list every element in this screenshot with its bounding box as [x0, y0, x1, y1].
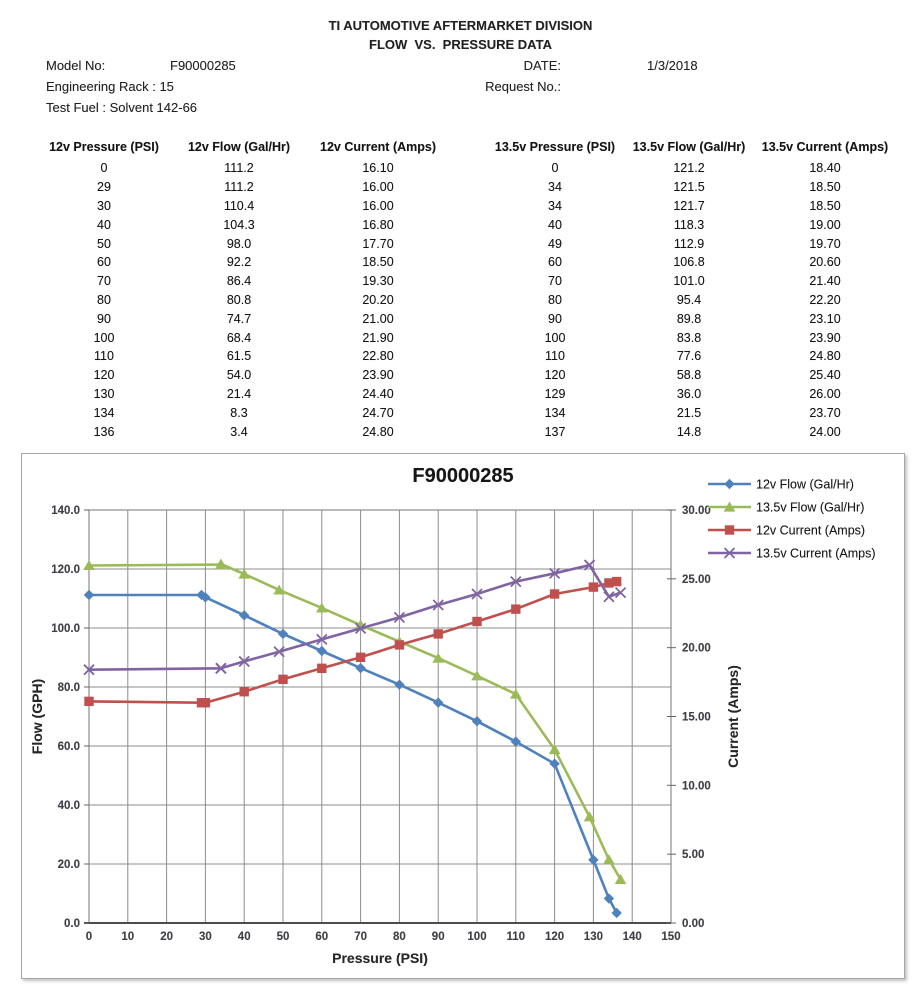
table-header-cell: 12v Current (Amps) — [320, 140, 436, 154]
y-left-tick-label: 100.0 — [51, 623, 80, 635]
marker-square — [434, 629, 443, 638]
y-left-axis-title: Flow (GPH) — [29, 678, 45, 755]
table-cell: 8.3 — [230, 405, 248, 420]
marker-diamond — [604, 893, 614, 903]
report-title: FLOW VS. PRESSURE DATA — [369, 37, 552, 52]
table-cell: 77.6 — [676, 349, 702, 364]
table-cell: 130 — [93, 386, 115, 401]
table-cell: 58.8 — [676, 368, 702, 383]
table-cell: 30 — [97, 198, 111, 213]
table-cell: 19.00 — [809, 217, 841, 232]
table-cell: 86.4 — [226, 274, 252, 289]
table-cell: 29 — [97, 180, 111, 195]
table-header-cell: 13.5v Current (Amps) — [761, 140, 889, 154]
marker-triangle — [615, 874, 627, 884]
table-cell: 54.0 — [226, 368, 252, 383]
table-cell: 83.8 — [676, 330, 702, 345]
table-row — [38, 178, 896, 197]
y-right-axis-title: Current (Amps) — [725, 665, 741, 768]
table-cell: 18.50 — [809, 180, 841, 195]
engineering-rack-label: Engineering Rack : 15 — [46, 79, 174, 94]
table-cell: 21.4 — [226, 386, 252, 401]
table-row — [38, 197, 896, 216]
table-cell: 21.40 — [809, 274, 841, 289]
series-line-13-5v-flow-gal-hr — [89, 564, 621, 879]
y-left-tick-label: 20.0 — [57, 859, 80, 871]
table-cell: 23.70 — [809, 405, 841, 420]
table-cell: 18.50 — [362, 255, 394, 270]
table-cell: 68.4 — [226, 330, 252, 345]
table-cell: 26.00 — [809, 386, 841, 401]
table-cell: 100 — [93, 330, 115, 345]
table-row — [38, 291, 896, 310]
x-tick-label: 80 — [393, 931, 406, 943]
x-tick-label: 40 — [237, 931, 251, 943]
table-cell: 110.4 — [223, 198, 255, 213]
table-cell: 23.90 — [362, 368, 394, 383]
table-cell: 24.80 — [809, 349, 841, 364]
y-right-tick-label: 5.00 — [682, 849, 705, 862]
table-header-row — [38, 135, 896, 159]
x-axis-title: Pressure (PSI) — [332, 950, 428, 966]
date-label: DATE: — [523, 58, 561, 73]
table-cell: 104.3 — [223, 217, 255, 232]
y-right-tick-label: 25.00 — [682, 573, 711, 586]
marker-diamond — [84, 590, 94, 600]
table-row — [38, 328, 896, 347]
marker-square — [589, 582, 598, 591]
table-cell: 118.3 — [673, 217, 705, 232]
table-cell: 60 — [548, 255, 562, 270]
table-cell: 16.10 — [362, 161, 394, 176]
marker-square — [201, 698, 210, 707]
table-cell: 16.80 — [362, 217, 394, 232]
y-left-tick-label: 40.0 — [57, 800, 80, 812]
x-tick-label: 130 — [583, 931, 603, 943]
marker-square — [84, 697, 93, 706]
x-tick-label: 150 — [661, 931, 681, 943]
table-cell: 0 — [100, 161, 108, 176]
table-cell: 90 — [97, 311, 111, 326]
x-tick-label: 110 — [506, 931, 526, 943]
table-cell: 95.4 — [676, 292, 702, 307]
marker-diamond — [511, 736, 521, 746]
table-cell: 34 — [548, 198, 562, 213]
table-cell: 121.2 — [673, 161, 705, 176]
table-cell: 21.5 — [676, 405, 702, 420]
table-cell: 24.40 — [362, 386, 394, 401]
table-row — [38, 234, 896, 253]
table-cell: 120 — [544, 368, 566, 383]
table-cell: 80.8 — [226, 292, 252, 307]
legend-label-13-5v-flow-gal-hr: 13.5v Flow (Gal/Hr) — [756, 500, 865, 515]
table-header-cell: 13.5v Flow (Gal/Hr) — [632, 140, 746, 154]
table-cell: 70 — [548, 274, 562, 289]
table-cell: 60 — [97, 255, 111, 270]
marker-diamond — [549, 759, 559, 769]
marker-square — [612, 577, 621, 586]
table-cell: 40 — [97, 217, 111, 232]
marker-diamond — [611, 908, 621, 918]
table-cell: 80 — [548, 292, 562, 307]
marker-square — [240, 687, 249, 696]
table-cell: 40 — [548, 217, 562, 232]
table-cell: 50 — [97, 236, 111, 251]
flow-pressure-chart — [22, 454, 904, 978]
x-tick-label: 140 — [622, 931, 642, 943]
legend-label-12v-current-amps: 12v Current (Amps) — [756, 523, 866, 538]
table-cell: 92.2 — [226, 255, 252, 270]
marker-square — [278, 675, 287, 684]
table-cell: 3.4 — [230, 424, 248, 439]
table-cell: 110 — [94, 349, 114, 364]
marker-square — [550, 589, 559, 598]
marker-diamond — [433, 697, 443, 707]
table-cell: 112.9 — [673, 236, 705, 251]
table-cell: 134 — [544, 405, 566, 420]
table-row — [38, 366, 896, 385]
table-cell: 16.00 — [362, 180, 394, 195]
marker-square — [395, 640, 404, 649]
y-right-tick-label: 10.00 — [682, 780, 711, 793]
table-cell: 80 — [97, 292, 111, 307]
x-tick-label: 70 — [354, 931, 367, 943]
legend-label-13-5v-current-amps: 13.5v Current (Amps) — [756, 546, 876, 561]
company-title: TI AUTOMOTIVE AFTERMARKET DIVISION — [328, 18, 593, 33]
table-header-cell: 12v Pressure (PSI) — [49, 140, 159, 154]
table-cell: 106.8 — [673, 255, 705, 270]
x-tick-label: 100 — [467, 931, 487, 943]
x-tick-label: 0 — [85, 931, 93, 943]
date-value: 1/3/2018 — [647, 58, 698, 73]
model-no-value: F90000285 — [170, 58, 236, 73]
table-cell: 70 — [97, 274, 111, 289]
table-cell: 0 — [551, 161, 559, 176]
table-cell: 61.5 — [226, 349, 252, 364]
x-tick-label: 10 — [121, 931, 135, 943]
table-cell: 110 — [545, 349, 565, 364]
table-cell: 21.00 — [362, 311, 394, 326]
marker-square — [472, 617, 481, 626]
series-line-13-5v-current-amps — [89, 565, 621, 670]
table-header-cell: 13.5v Pressure (PSI) — [494, 140, 616, 154]
y-right-tick-label: 15.00 — [682, 711, 711, 724]
table-cell: 111.2 — [224, 161, 254, 176]
chart-panel — [21, 453, 905, 979]
marker-square — [725, 525, 734, 534]
plot-border — [89, 510, 671, 923]
marker-diamond — [355, 663, 365, 673]
table-cell: 18.50 — [809, 198, 841, 213]
table-cell: 20.60 — [809, 255, 841, 270]
table-cell: 98.0 — [226, 236, 252, 251]
y-left-tick-label: 140.0 — [51, 505, 80, 517]
table-cell: 34 — [548, 180, 562, 195]
model-no-label: Model No: — [46, 58, 106, 73]
table-cell: 74.7 — [226, 311, 252, 326]
table-row — [38, 159, 896, 178]
table-cell: 19.30 — [362, 274, 394, 289]
chart-title: F90000285 — [412, 465, 514, 487]
test-fuel-label: Test Fuel : Solvent 142-66 — [46, 100, 198, 115]
table-row — [38, 253, 896, 272]
x-tick-label: 20 — [160, 931, 173, 943]
x-tick-label: 30 — [199, 931, 212, 943]
table-header-cell: 12v Flow (Gal/Hr) — [187, 140, 291, 154]
legend-label-12v-flow-gal-hr: 12v Flow (Gal/Hr) — [756, 477, 854, 492]
table-row — [38, 272, 896, 291]
table-cell: 24.70 — [362, 405, 394, 420]
y-right-tick-label: 0.00 — [682, 918, 705, 930]
table-cell: 49 — [548, 236, 562, 251]
table-cell: 24.00 — [809, 424, 841, 439]
table-row — [38, 309, 896, 328]
table-cell: 25.40 — [809, 368, 841, 383]
table-cell: 89.8 — [676, 311, 702, 326]
request-no-label: Request No.: — [485, 79, 561, 94]
marker-triangle — [603, 854, 615, 864]
table-cell: 90 — [548, 311, 562, 326]
table-row — [38, 403, 896, 422]
table-row — [38, 347, 896, 366]
table-cell: 137 — [544, 424, 566, 439]
table-cell: 14.8 — [676, 424, 702, 439]
table-cell: 111.2 — [224, 180, 254, 195]
marker-diamond — [472, 716, 482, 726]
table-row — [38, 422, 896, 441]
table-row — [38, 385, 896, 404]
series-line-12v-current-amps — [89, 582, 617, 703]
marker-square — [511, 604, 520, 613]
table-cell: 23.90 — [809, 330, 841, 345]
table-cell: 19.70 — [809, 236, 841, 251]
table-cell: 120 — [93, 368, 115, 383]
table-cell: 134 — [93, 405, 115, 420]
x-tick-label: 120 — [545, 931, 565, 943]
x-tick-label: 90 — [431, 931, 445, 943]
table-cell: 100 — [544, 330, 566, 345]
marker-diamond — [239, 610, 249, 620]
table-cell: 36.0 — [676, 386, 702, 401]
table-cell: 121.5 — [673, 180, 705, 195]
flow-pressure-table — [38, 135, 896, 441]
table-cell: 21.90 — [362, 330, 394, 345]
y-left-tick-label: 60.0 — [57, 741, 80, 753]
marker-diamond — [317, 646, 327, 656]
marker-triangle — [510, 689, 522, 699]
marker-diamond — [394, 679, 404, 689]
y-right-tick-label: 30.00 — [682, 505, 711, 517]
table-cell: 20.20 — [362, 292, 394, 307]
marker-diamond — [278, 629, 288, 639]
table-cell: 22.80 — [362, 349, 394, 364]
x-tick-label: 50 — [276, 931, 290, 943]
table-cell: 22.20 — [809, 292, 841, 307]
table-cell: 129 — [544, 386, 566, 401]
table-cell: 24.80 — [362, 424, 394, 439]
table-cell: 101.0 — [673, 274, 705, 289]
table-cell: 136 — [93, 424, 115, 439]
table-cell: 121.7 — [673, 198, 705, 213]
table-cell: 18.40 — [809, 161, 841, 176]
x-tick-label: 60 — [315, 931, 329, 943]
y-left-tick-label: 120.0 — [51, 564, 80, 576]
marker-square — [356, 653, 365, 662]
series-line-12v-flow-gal-hr — [89, 595, 617, 913]
y-right-tick-label: 20.00 — [682, 642, 711, 655]
marker-square — [317, 664, 326, 673]
y-left-tick-label: 80.0 — [57, 682, 80, 694]
table-cell: 17.70 — [362, 236, 394, 251]
y-left-tick-label: 0.0 — [64, 918, 80, 930]
table-cell: 23.10 — [809, 311, 841, 326]
table-cell: 16.00 — [362, 198, 394, 213]
table-row — [38, 215, 896, 234]
